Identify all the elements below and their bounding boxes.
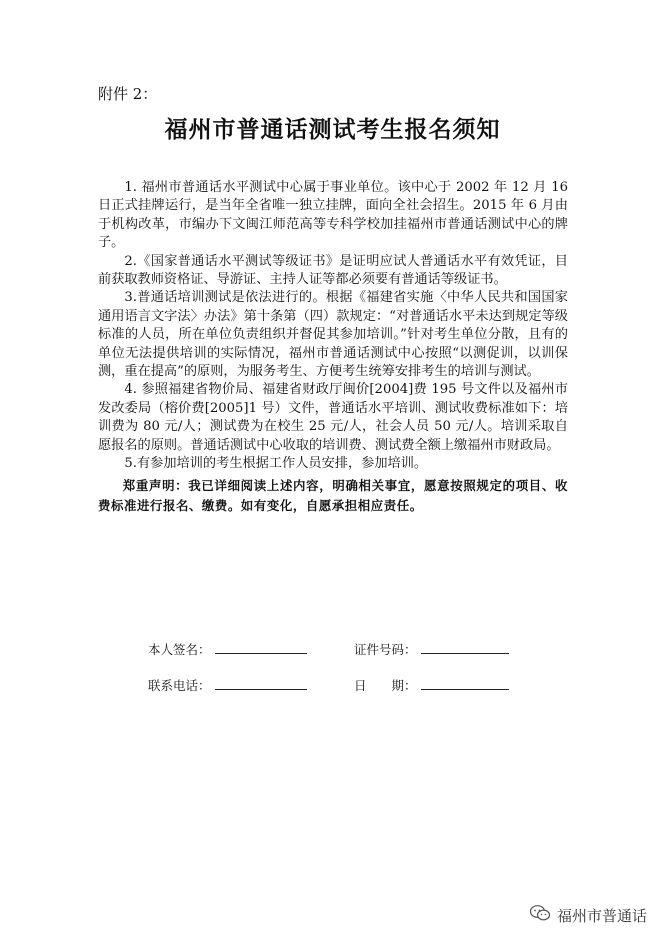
- watermark: [529, 904, 647, 926]
- id-number-blank: [421, 640, 509, 654]
- id-number-label: 证件号码：: [354, 642, 417, 657]
- notice-body: [98, 179, 568, 516]
- paragraph-5: 5.有参加培训的考生根据工作人员安排，参加培训。: [124, 456, 428, 472]
- date-field: [354, 676, 509, 694]
- document-title: 福州市普通话测试考生报名须知: [164, 116, 501, 143]
- phone-label: 联系电话：: [148, 678, 211, 693]
- declaration: 郑重声明：我已详细阅读上述内容，明确相关事宜，愿意按照规定的项目、收费标准进行报名、缴费。如有变化，自愿承担相应责任。: [98, 477, 568, 513]
- signature-label: 本人签名：: [148, 642, 211, 657]
- date-blank: [421, 676, 509, 690]
- date-label: 日 期：: [354, 678, 417, 693]
- attachment-label: 附件 2：: [98, 85, 158, 103]
- signature-field: [148, 640, 307, 658]
- watermark-text: 福州市普通话: [556, 906, 647, 925]
- paragraph-1: 1. 福州市普通话水平测试中心属于事业单位。该中心于 2002 年 12 月 16 日正式挂牌运行，是当年全省唯一独立挂牌，面向全社会招生。2015 年 6 月由于机构改革，市编办下文闽江师范高等专科学校加挂福州市普通话测试中心的牌子。: [98, 180, 568, 251]
- phone-field: [148, 676, 307, 694]
- paragraph-4: 4. 参照福建省物价局、福建省财政厅闽价[2004]费 195 号文件以及福州市发改委局（榕价费[2005]1 号）文件，普通话水平培训、测试收费标准如下：培训费为 80 元/人；测试费为在校生 25 元/人，社会人员 50 元/人。培训采取自愿报名的原则。普通话测试中心收取的培训费、测试费全额上缴福州市财政局。: [98, 382, 568, 453]
- paragraph-3: 3.普通话培训测试是依法进行的。根据《福建省实施〈中华人民共和国国家通用语言文字法〉办法》第十条第（四）款规定：“对普通话水平未达到规定等级标准的人员，所在单位负责组织并督促其参加培训。”针对考生单位分散，且有的单位无法提供培训的实际情况，福州市普通话测试中心按照“以测促训，以训保测，重在提高”的原则，为服务考生、方便考生统筹安排考生的培训与测试。: [98, 290, 568, 380]
- paragraph-2: 2.《国家普通话水平测试等级证书》是证明应试人普通话水平有效凭证，目前获取教师资格证、导游证、主持人证等都必须要有普通话等级证书。: [98, 253, 568, 288]
- phone-blank: [215, 676, 307, 690]
- id-number-field: [354, 640, 509, 658]
- signature-blank: [215, 640, 307, 654]
- wechat-icon: [529, 904, 557, 926]
